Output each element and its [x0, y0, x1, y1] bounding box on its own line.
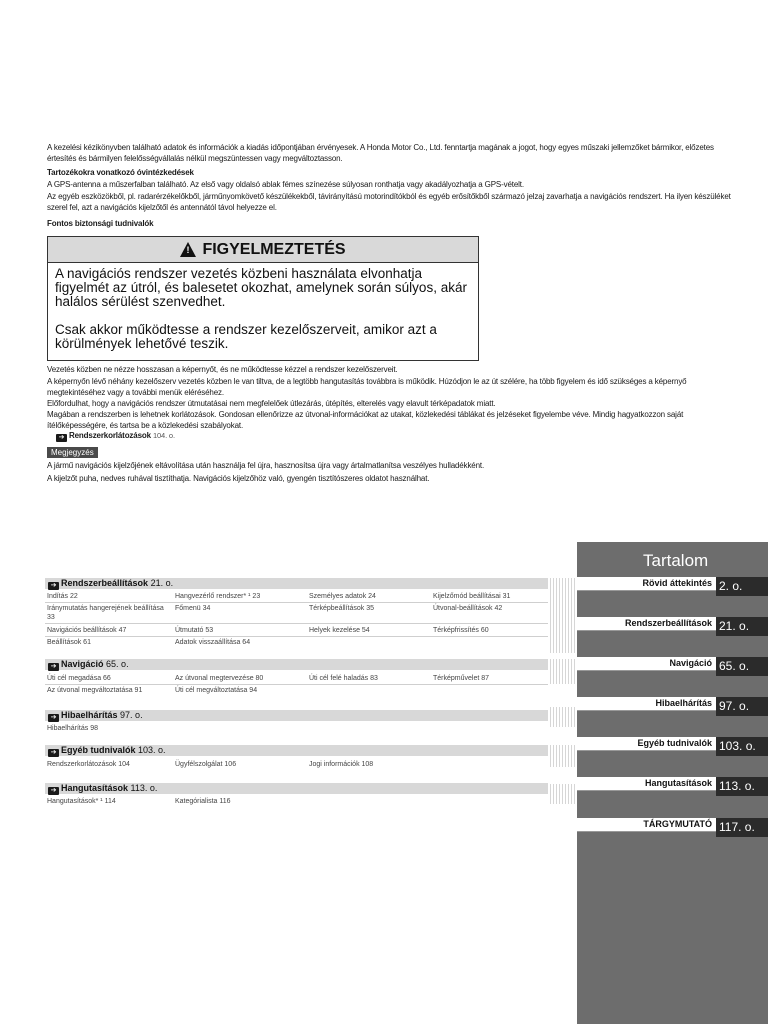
connector-hatch — [548, 784, 577, 804]
toc-section-page: 103. o. — [138, 745, 166, 755]
toc-entry[interactable]: Az útvonal megváltoztatása 91 — [47, 687, 143, 694]
arrow-right-icon: ➔ — [48, 749, 59, 757]
divider — [45, 684, 548, 685]
toc-entry[interactable]: Indítás 22 — [47, 593, 78, 600]
toc-entry[interactable]: Hangutasítások* ¹ 114 — [47, 798, 116, 805]
toc-section-system-setup[interactable] — [45, 578, 548, 589]
connector-hatch — [548, 578, 577, 653]
sidebar-item-label: Rendszerbeállítások — [577, 617, 716, 631]
accessories-line-1: A GPS-antenna a műszerfalban található. Az első vagy oldalsó ablak fémes színezése súlyosan ronthatja vagy akadályozhatja a GPS-vételt. — [47, 180, 524, 189]
toc-entry[interactable]: Az útvonal megtervezése 80 — [175, 675, 264, 682]
toc-entry[interactable]: Kategórialista 116 — [175, 798, 231, 805]
toc-section-title: Hibaelhárítás — [61, 710, 118, 720]
toc-entry[interactable]: Térképművelet 87 — [433, 675, 490, 682]
toc-entry[interactable]: Ügyfélszolgálat 106 — [175, 761, 237, 768]
sidebar-item-page: 113. o. — [716, 777, 768, 796]
sidebar-item-index[interactable] — [577, 818, 768, 837]
toc-section-title: Egyéb tudnivalók — [61, 745, 136, 755]
safety-line-1: Vezetés közben ne nézze hosszasan a képernyőt, és ne működtesse kézzel a rendszer kezelőszerveit. — [47, 365, 398, 374]
toc-section-title: Navigáció — [61, 659, 104, 669]
arrow-right-icon: ➔ — [48, 714, 59, 722]
connector-hatch — [548, 707, 577, 727]
toc-section-page: 65. o. — [106, 659, 129, 669]
sidebar-item-label: Navigáció — [577, 657, 716, 671]
toc-entry[interactable]: Jogi információk 108 — [309, 761, 374, 768]
toc-entry[interactable]: Helyek kezelése 54 — [309, 627, 370, 634]
toc-section-navigation[interactable] — [45, 659, 548, 670]
sidebar-item-label: TÁRGYMUTATÓ — [577, 818, 716, 832]
note-label: Megjegyzés — [47, 447, 98, 458]
sidebar-item-label: Egyéb tudnivalók — [577, 737, 716, 751]
safety-line-3: Előfordulhat, hogy a navigációs rendszer útmutatásai nem megfelelőek útlezárás, útépítés, elterelés vagy elavult térképadatok miatt. — [47, 399, 496, 408]
sidebar-item-label: Hangutasítások — [577, 777, 716, 791]
sidebar-item-quick-reference[interactable] — [577, 577, 768, 596]
toc-entry[interactable]: Úti cél felé haladás 83 — [309, 675, 378, 682]
intro-text: A kezelési kézikönyvben található adatok és információk a kiadás időpontjában érvényesek. A Honda Motor Co., Ltd. fenntartja magának a jogot, hogy egyes műszaki jellemzőket bármikor, előzetes értesítés és bármilyen felelősségvállalás nélkül megszüntessen vagy megváltoztasson. — [47, 143, 714, 163]
divider — [45, 602, 548, 603]
toc-section-page: 113. o. — [130, 783, 158, 793]
warning-icon — [180, 242, 196, 257]
toc-entry[interactable]: Adatok visszaállítása 64 — [175, 639, 251, 646]
connector-hatch — [548, 745, 577, 767]
sidebar-title: Tartalom — [643, 551, 709, 570]
sidebar-item-navigation[interactable] — [577, 657, 768, 676]
toc-entry[interactable]: Hibaelhárítás 98 — [47, 725, 98, 732]
arrow-right-icon: ➔ — [48, 582, 59, 590]
toc-entry[interactable]: Úti cél megváltoztatása 94 — [175, 687, 258, 694]
sidebar-item-page: 2. o. — [716, 577, 768, 596]
safety-heading: Fontos biztonsági tudnivalók — [47, 219, 154, 228]
warning-header — [48, 237, 478, 263]
divider — [45, 636, 548, 637]
arrow-right-icon: ➔ — [56, 434, 67, 442]
safety-line-2: A képernyőn lévő néhány kezelőszerv vezetés közben le van tiltva, de a legtöbb hangutasítás továbbra is működik. Húzódjon le az út szélére, ha több figyelem és idő szükséges a képernyő megtekintéséhez vagy a további menük eléréséhez. — [47, 377, 687, 397]
sidebar-item-page: 117. o. — [716, 818, 768, 837]
sidebar-item-other-info[interactable] — [577, 737, 768, 756]
toc-entry[interactable]: Kijelzőmód beállításai 31 — [433, 593, 511, 600]
accessories-heading: Tartozékokra vonatkozó óvintézkedések — [47, 168, 194, 177]
divider — [45, 623, 548, 624]
warning-paragraph-1: A navigációs rendszer vezetés közbeni használata elvonhatja figyelmét az útról, és balesetet okozhat, amelynek során súlyos, akár halálos sérülést szenvedhet. — [55, 266, 467, 309]
contents-sidebar — [577, 542, 768, 1024]
arrow-right-icon: ➔ — [48, 787, 59, 795]
system-limits-link-label: Rendszerkorlátozások — [69, 431, 151, 440]
toc-section-troubleshooting[interactable] — [45, 710, 548, 721]
note-line-2: A kijelzőt puha, nedves ruhával tisztíthatja. Navigációs kijelzőhöz való, gyengén tisztítószeres oldatot használhat. — [47, 474, 430, 483]
toc-entry[interactable]: Úti cél megadása 66 — [47, 675, 111, 682]
toc-section-title: Rendszerbeállítások — [61, 578, 149, 588]
note-line-1: A jármű navigációs kijelzőjének eltávolítása után használja fel újra, hasznosítsa újra vagy ártalmatlanítsa veszélyes hulladékként. — [47, 461, 485, 470]
warning-paragraph-2: Csak akkor működtesse a rendszer kezelőszerveit, amikor azt a körülmények lehetővé teszik. — [55, 322, 437, 351]
toc-section-page: 21. o. — [150, 578, 174, 588]
sidebar-item-page: 103. o. — [716, 737, 768, 756]
safety-line-4: Magában a rendszerben is lehetnek korlátozások. Gondosan ellenőrizze az útvonal-információkat az utakat, közlekedési táblákat és jelzéseket figyelembe véve. Mindig hagyatkozzon saját ítélőképességére, és tartsa be a közlekedési szabályokat. — [47, 410, 684, 430]
toc-entry[interactable]: Beállítások 61 — [47, 639, 91, 646]
sidebar-item-page: 21. o. — [716, 617, 768, 636]
system-limits-link-page: 104. o. — [153, 431, 175, 440]
warning-box — [47, 236, 479, 361]
toc-entry[interactable]: Útvonal-beállítások 42 — [433, 605, 503, 612]
sidebar-item-voice-commands[interactable] — [577, 777, 768, 796]
system-limits-link[interactable] — [56, 430, 175, 442]
toc-entry[interactable]: Térképbeállítások 35 — [309, 605, 374, 612]
toc-entry[interactable]: Útmutató 53 — [175, 627, 214, 634]
toc-entry[interactable]: Rendszerkorlátozások 104 — [47, 761, 130, 768]
toc-entry[interactable]: Navigációs beállítások 47 — [47, 627, 127, 634]
sidebar-item-label: Hibaelhárítás — [577, 697, 716, 711]
toc-entry[interactable]: Hangvezérlő rendszer* ¹ 23 — [175, 593, 261, 600]
toc-section-other-info[interactable] — [45, 745, 548, 756]
toc-entry[interactable]: Iránymutatás hangerejének beállítása 33 — [47, 605, 164, 621]
sidebar-item-page: 97. o. — [716, 697, 768, 716]
toc-entry[interactable]: Főmenü 34 — [175, 605, 211, 612]
sidebar-item-label: Rövid áttekintés — [577, 577, 716, 591]
toc-section-voice-commands[interactable] — [45, 783, 548, 794]
toc-entry[interactable]: Térképfrissítés 60 — [433, 627, 489, 634]
sidebar-item-page: 65. o. — [716, 657, 768, 676]
toc-entry[interactable]: Személyes adatok 24 — [309, 593, 376, 600]
accessories-line-2: Az egyéb eszközökből, pl. radarérzékelőkből, járműnyomkövető készülékekből, távirányítású motorindítókból és egyéb erősítőkből származó jelzaj zavarhatja a navigációs rendszert. Ha ilyen készüléket szerel fel, azt a navigációs kijelzőtől és antennától távol helyezze el. — [47, 192, 731, 212]
warning-title: FIGYELMEZTETÉS — [202, 240, 346, 258]
arrow-right-icon: ➔ — [48, 663, 59, 671]
toc-section-title: Hangutasítások — [61, 783, 129, 793]
sidebar-item-troubleshooting[interactable] — [577, 697, 768, 716]
sidebar-item-system-setup[interactable] — [577, 617, 768, 636]
toc-section-page: 97. o. — [120, 710, 143, 720]
